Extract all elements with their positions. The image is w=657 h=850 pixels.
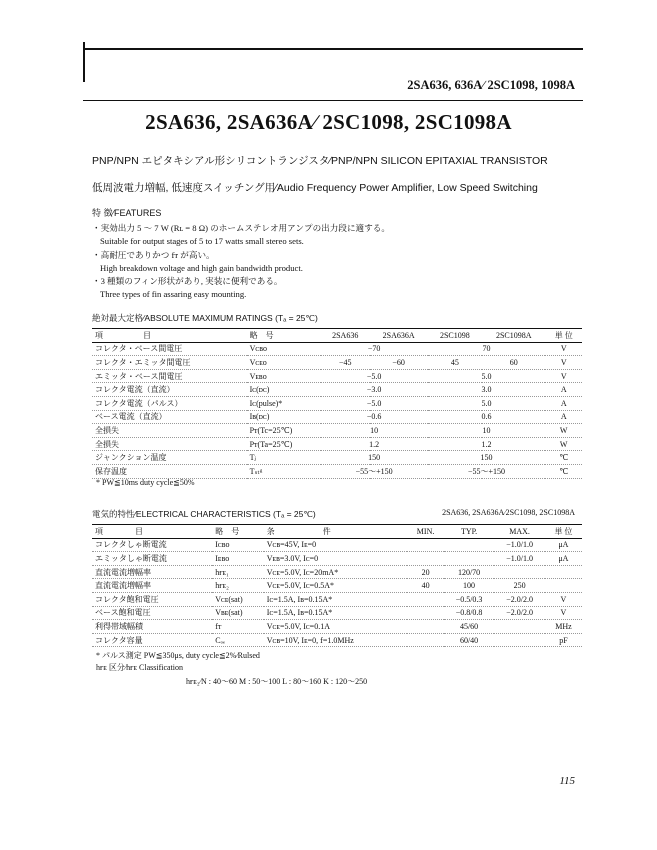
cell-item: 保存温度 (92, 464, 247, 478)
cell-item: コレクタ・エミッタ間電圧 (92, 356, 247, 370)
cell-item: コレクタ電流（直流） (92, 383, 247, 397)
cell-unit: pF (545, 633, 582, 647)
cell-cond: Vᴄʙ=10V, Iᴇ=0, f=1.0MHz (264, 633, 408, 647)
cell-unit: ℃ (545, 464, 582, 478)
cell-npn: 70 (428, 342, 546, 356)
cell-max (494, 633, 545, 647)
abs-max-row (92, 396, 582, 410)
cell-sym: Vᴄʙᴏ (247, 342, 321, 356)
cell-item: 利得帯域幅積 (92, 620, 212, 634)
col-2sc1098a: 2SC1098A (482, 329, 545, 343)
cell-sym: Iᴄ(ᴅᴄ) (247, 383, 321, 397)
abs-max-row (92, 451, 582, 465)
cell-max (494, 565, 545, 579)
abs-max-heading: 絶対最大定格∕ABSOLUTE MAXIMUM RATINGS (Tₐ = 25℃) (92, 313, 318, 323)
cell-cond: Vᴄᴇ=5.0V, Iᴄ=0.5A* (264, 579, 408, 593)
cell-unit: V (545, 592, 582, 606)
cell-a636: −45 (321, 356, 370, 370)
cell-typ: 45/60 (444, 620, 495, 634)
abs-max-row (92, 464, 582, 478)
col-conditions: 条 件 (264, 525, 408, 539)
abs-max-row (92, 356, 582, 370)
cell-min (407, 552, 443, 566)
cell-typ (444, 552, 495, 566)
feature-line: ・高耐圧でありかつ fᴛ が高い。 (92, 249, 215, 260)
cell-max: 250 (494, 579, 545, 593)
cell-item: 全損失 (92, 424, 247, 438)
cell-max: −1.0/1.0 (494, 552, 545, 566)
cell-sym: Iʙ(ᴅᴄ) (247, 410, 321, 424)
elec-row (92, 565, 582, 579)
cell-max: −2.0/2.0 (494, 606, 545, 620)
cell-sym: Pᴛ(Ta=25℃) (247, 437, 321, 451)
abs-max-table (92, 328, 582, 479)
elec-heading: 電気的特性∕ELECTRICAL CHARACTERISTICS (Tₐ = 25℃) (92, 509, 316, 519)
col-item: 項 目 (92, 525, 212, 539)
feature-line: Three types of fin assaring easy mounting. (100, 289, 247, 300)
cell-sym: Vᴄᴇ(sat) (212, 592, 264, 606)
cell-typ: 120/70 (444, 565, 495, 579)
cell-sym: Iᴄʙᴏ (212, 538, 264, 552)
cell-typ: 60/40 (444, 633, 495, 647)
col-symbol: 略 号 (212, 525, 264, 539)
cell-sym: hғᴇ₂ (212, 579, 264, 593)
abs-max-row (92, 383, 582, 397)
cell-min: 20 (407, 565, 443, 579)
elec-note-pulse: * パルス測定 PW≦350μs, duty cycle≦2%∕Rulsed (96, 651, 260, 660)
col-max: MAX. (494, 525, 545, 539)
cell-unit (545, 579, 582, 593)
col-typ: TYP. (444, 525, 495, 539)
elec-note-classification: hғᴇ 区分∕hғᴇ Classification (96, 663, 183, 672)
feature-line: ・実効出力 5 ～ 7 W (Rʟ = 8 Ω) のホームステレオ用アンプの出力段に適する。 (92, 223, 390, 233)
cell-c1098a: 60 (482, 356, 545, 370)
cell-min (407, 606, 443, 620)
cell-sym: fᴛ (212, 620, 264, 634)
cell-sym: Vᴄᴇᴏ (247, 356, 321, 370)
elec-row (92, 620, 582, 634)
cell-typ: −0.8/0.8 (444, 606, 495, 620)
cell-item: ジャンクション温度 (92, 451, 247, 465)
cell-item: 全損失 (92, 437, 247, 451)
cell-sym: Vᴇʙᴏ (247, 369, 321, 383)
cell-sym: hғᴇ₁ (212, 565, 264, 579)
cell-min (407, 538, 443, 552)
cell-pnp: 1.2 (321, 437, 428, 451)
col-symbol: 略 号 (247, 329, 321, 343)
cell-typ (444, 538, 495, 552)
cell-npn: 5.0 (428, 369, 546, 383)
cell-cond: Iᴄ=1.5A, Iʙ=0.15A* (264, 592, 408, 606)
cell-unit: A (545, 383, 582, 397)
page-title: 2SA636, 2SA636A∕ 2SC1098, 2SC1098A (145, 110, 512, 134)
feature-line: High breakdown voltage and high gain bandwidth product. (100, 262, 303, 273)
elec-row (92, 606, 582, 620)
col-unit: 単 位 (545, 525, 582, 539)
header-rule (83, 100, 583, 101)
cell-item: ベース電流（直流） (92, 410, 247, 424)
cell-typ: 100 (444, 579, 495, 593)
cell-sym: Tₛₜᵍ (247, 464, 321, 478)
cell-item: コレクタ電流（パルス） (92, 396, 247, 410)
abs-max-note: * PW≦10ms duty cycle≦50% (96, 478, 195, 487)
cell-min (407, 620, 443, 634)
cell-cond: Vᴇʙ=3.0V, Iᴄ=0 (264, 552, 408, 566)
col-min: MIN. (407, 525, 443, 539)
col-2sc1098: 2SC1098 (428, 329, 483, 343)
cell-npn: 0.6 (428, 410, 546, 424)
cell-sym: Tⱼ (247, 451, 321, 465)
cell-cond: Vᴄʙ=45V, Iᴇ=0 (264, 538, 408, 552)
feature-line: Suitable for output stages of 5 to 17 watts small stereo sets. (100, 236, 304, 247)
cell-sym: Iᴇʙᴏ (212, 552, 264, 566)
cell-unit: V (545, 606, 582, 620)
cell-item: コレクタしゃ断電流 (92, 538, 212, 552)
cell-npn: 10 (428, 424, 546, 438)
cell-sym: Pᴛ(Tc=25℃) (247, 424, 321, 438)
cell-min (407, 633, 443, 647)
cell-pnp: 150 (321, 451, 428, 465)
abs-max-row (92, 410, 582, 424)
cell-item: エミッタしゃ断電流 (92, 552, 212, 566)
cell-pnp: −70 (321, 342, 428, 356)
cell-min (407, 592, 443, 606)
col-2sa636a: 2SA636A (370, 329, 428, 343)
cell-cond: Vᴄᴇ=5.0V, Iᴄ=20mA* (264, 565, 408, 579)
cell-max (494, 620, 545, 634)
header-part-numbers: 2SA636, 636A∕ 2SC1098, 1098A (407, 78, 575, 92)
cell-unit: V (545, 342, 582, 356)
cell-npn: 3.0 (428, 383, 546, 397)
abs-max-row (92, 437, 582, 451)
cell-pnp: −0.6 (321, 410, 428, 424)
cell-npn: 150 (428, 451, 546, 465)
cell-npn: 5.0 (428, 396, 546, 410)
elec-row (92, 579, 582, 593)
subtitle-type: PNP/NPN エピタキシアル形シリコントランジスタ∕PNP/NPN SILICON EPITAXIAL TRANSISTOR (92, 155, 548, 167)
cell-item: コレクタ飽和電圧 (92, 592, 212, 606)
cell-unit: μA (545, 538, 582, 552)
cell-pnp: −55～+150 (321, 464, 428, 478)
cell-npn: −55～+150 (428, 464, 546, 478)
col-2sa636: 2SA636 (321, 329, 370, 343)
cell-pnp: 10 (321, 424, 428, 438)
cell-item: 直流電流増幅率 (92, 565, 212, 579)
features-list (92, 222, 390, 302)
cell-unit: μA (545, 552, 582, 566)
cell-a636a: −60 (370, 356, 428, 370)
cell-item: ベース飽和電圧 (92, 606, 212, 620)
col-item: 項 目 (92, 329, 247, 343)
cell-unit: W (545, 437, 582, 451)
cell-unit: V (545, 369, 582, 383)
cell-pnp: −5.0 (321, 369, 428, 383)
cell-cond: Iᴄ=1.5A, Iʙ=0.15A* (264, 606, 408, 620)
cell-min: 40 (407, 579, 443, 593)
cell-max: −2.0/2.0 (494, 592, 545, 606)
cell-pnp: −5.0 (321, 396, 428, 410)
features-heading: 特 徴∕FEATURES (92, 208, 162, 218)
cell-unit: W (545, 424, 582, 438)
cell-item: 直流電流増幅率 (92, 579, 212, 593)
cell-max: −1.0/1.0 (494, 538, 545, 552)
top-rule (83, 48, 583, 50)
cell-unit: A (545, 396, 582, 410)
col-unit: 単 位 (545, 329, 582, 343)
cell-unit (545, 565, 582, 579)
cell-sym: Cₒₑ (212, 633, 264, 647)
cell-typ: −0.5/0.3 (444, 592, 495, 606)
cell-item: エミッタ・ベース間電圧 (92, 369, 247, 383)
cell-sym: Vʙᴇ(sat) (212, 606, 264, 620)
cell-item: コレクタ・ベース間電圧 (92, 342, 247, 356)
abs-max-row (92, 424, 582, 438)
page-number: 115 (559, 775, 575, 787)
cell-c1098: 45 (428, 356, 483, 370)
cell-unit: A (545, 410, 582, 424)
elec-row (92, 552, 582, 566)
elec-part-label: 2SA636, 2SA636A∕2SC1098, 2SC1098A (442, 508, 575, 517)
abs-max-row (92, 342, 582, 356)
cell-item: コレクタ容量 (92, 633, 212, 647)
cell-cond: Vᴄᴇ=5.0V, Iᴄ=0.1A (264, 620, 408, 634)
cell-npn: 1.2 (428, 437, 546, 451)
cell-unit: V (545, 356, 582, 370)
subtitle-application: 低周波電力増幅, 低速度スイッチング用∕Audio Frequency Power Amplifier, Low Speed Switching (92, 182, 538, 194)
cell-pnp: −3.0 (321, 383, 428, 397)
elec-row (92, 538, 582, 552)
elec-table (92, 524, 582, 647)
elec-row (92, 592, 582, 606)
cell-unit: ℃ (545, 451, 582, 465)
abs-max-row (92, 369, 582, 383)
cell-unit: MHz (545, 620, 582, 634)
feature-line: ・3 種類のフィン形状があり, 実装に便利である。 (92, 276, 283, 287)
cell-sym: Iᴄ(pulse)* (247, 396, 321, 410)
elec-row (92, 633, 582, 647)
hfe-classification: hғᴇ₂∕N : 40～60 M : 50～100 L : 80～160 K : 120～250 (186, 677, 368, 686)
